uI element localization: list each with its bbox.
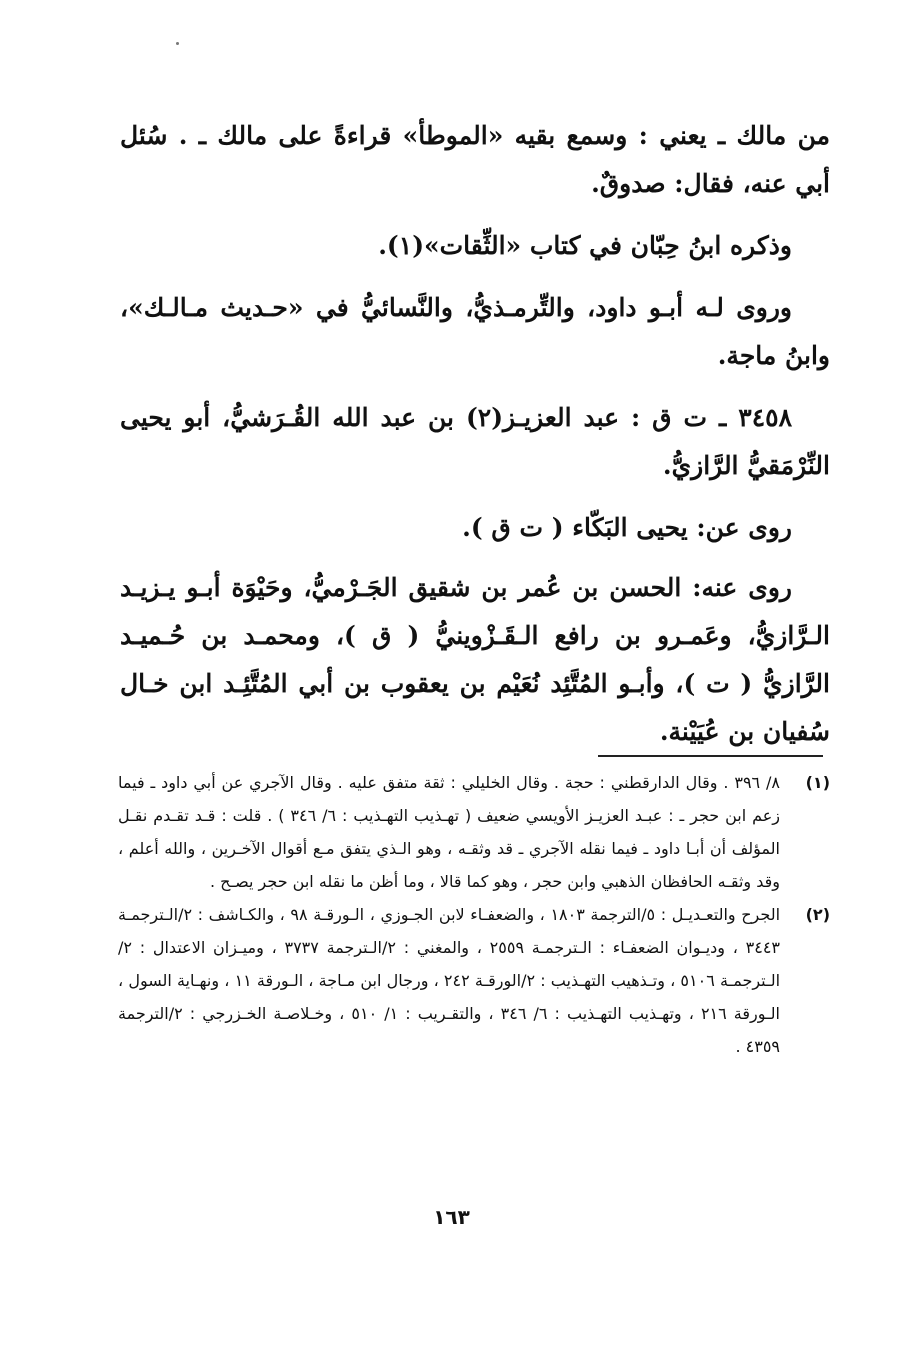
main-text bbox=[120, 112, 830, 770]
paragraph-ibn-hibban: وذكره ابنُ حِبّان في كتاب «الثِّقات»(١). bbox=[378, 231, 792, 260]
footnote-divider bbox=[598, 755, 823, 757]
paragraph-narrators: وروى لـه أبـو داود، والتِّرمـذيُّ، والنَّسائيُّ في «حـديث مـالـك»، وابنُ ماجة. bbox=[120, 293, 830, 370]
footnote-2-mark: (٢) bbox=[805, 905, 830, 924]
page-number: ١٦٣ bbox=[433, 1205, 470, 1229]
footnote-1-mark: (١) bbox=[805, 773, 830, 792]
entry-heading-3458: ٣٤٥٨ ـ ت ق : عبد العزيـز(٢) بن عبد الله القُـرَشيُّ، أبو يحيى النِّرْمَقيُّ الرَّازيُّ. bbox=[120, 403, 830, 480]
footnote-2-text: الجرح والتعـديـل : ٥/الترجمة ١٨٠٣ ، والضعفـاء لابن الجـوزي ، الـورقـة ٩٨ ، والكـاشف : ٢/الـترجمـة ٣٤٤٣ ، وديـوان الضعفـاء : الـترجمـة ٢٥٥٩ ، والمغني : ٢/الـترجمة ٣٧٣٧ ، وميـزان الاعتدال : ٢/الـترجمـة ٥١٠٦ ، وتـذهيب التهـذيب : ٢/الورقـة ٢٤٢ ، ورجال ابن مـاجة ، الـورقة ١١ ، ونهـاية السول ، الـورقة ٢١٦ ، وتهـذيب التهـذيب : ٦/ ٣٤٦ ، والتقـريب : ١/ ٥١٠ ، وخـلاصـة الخـزرجي : ٢/الترجمة ٤٣٥٩ . bbox=[118, 905, 781, 1056]
paragraph-narrated-from: روى عن: يحيى البَكّاء ( ت ق ). bbox=[462, 513, 792, 542]
footnote-1-text: ٨/ ٣٩٦ . وقال الدارقطني : حجة . وقال الخليلي : ثقة متفق عليه . وقال الآجري عن أبي داود ـ فيما زعم ابن حجر ـ : عبـد العزيـز الأويسي ضعيف ( تهـذيب التهـذيب : ٦/ ٣٤٦ ) . قلت : قـد تقـدم نقـل المؤلف أن أبـا داود ـ فيما نقله الآجري ـ قد وثقـه ، وهو الـذي يتفق مـع أقوال الآخـرين ، والله أعلم ، وقد وثقـه الحافظان الذهبي وابن حجر ، وهو كما قالا ، وما أظن ما نقله ابن حجر يصـح . bbox=[118, 773, 781, 891]
footnote-2 bbox=[118, 898, 830, 1063]
paragraph-narrated-by: روى عنه: الحسن بن عُمر بن شقيق الجَـرْميُّ، وحَيْوَة أبـو يـزيـد الـرَّازيُّ، وعَمـرو بن رافع الـقَـزْوينيُّ ( ق )، ومحمـد بن حُـميـد الرَّازيُّ ( ت )، وأبـو المُتَّئِد نُعَيْم بن يعقوب بن أبي المُتَّئِـد ابن خـال سُفيان بن عُيَيْنة. bbox=[120, 573, 830, 746]
footnote-1 bbox=[118, 766, 830, 898]
scan-speck bbox=[176, 42, 179, 45]
paragraph-continuation: من مالك ـ يعني : وسمع بقيه «الموطأ» قراءةً على مالك ـ . سُئل أبي عنه، فقال: صدوقٌ. bbox=[120, 121, 830, 198]
footnotes bbox=[118, 766, 830, 1063]
